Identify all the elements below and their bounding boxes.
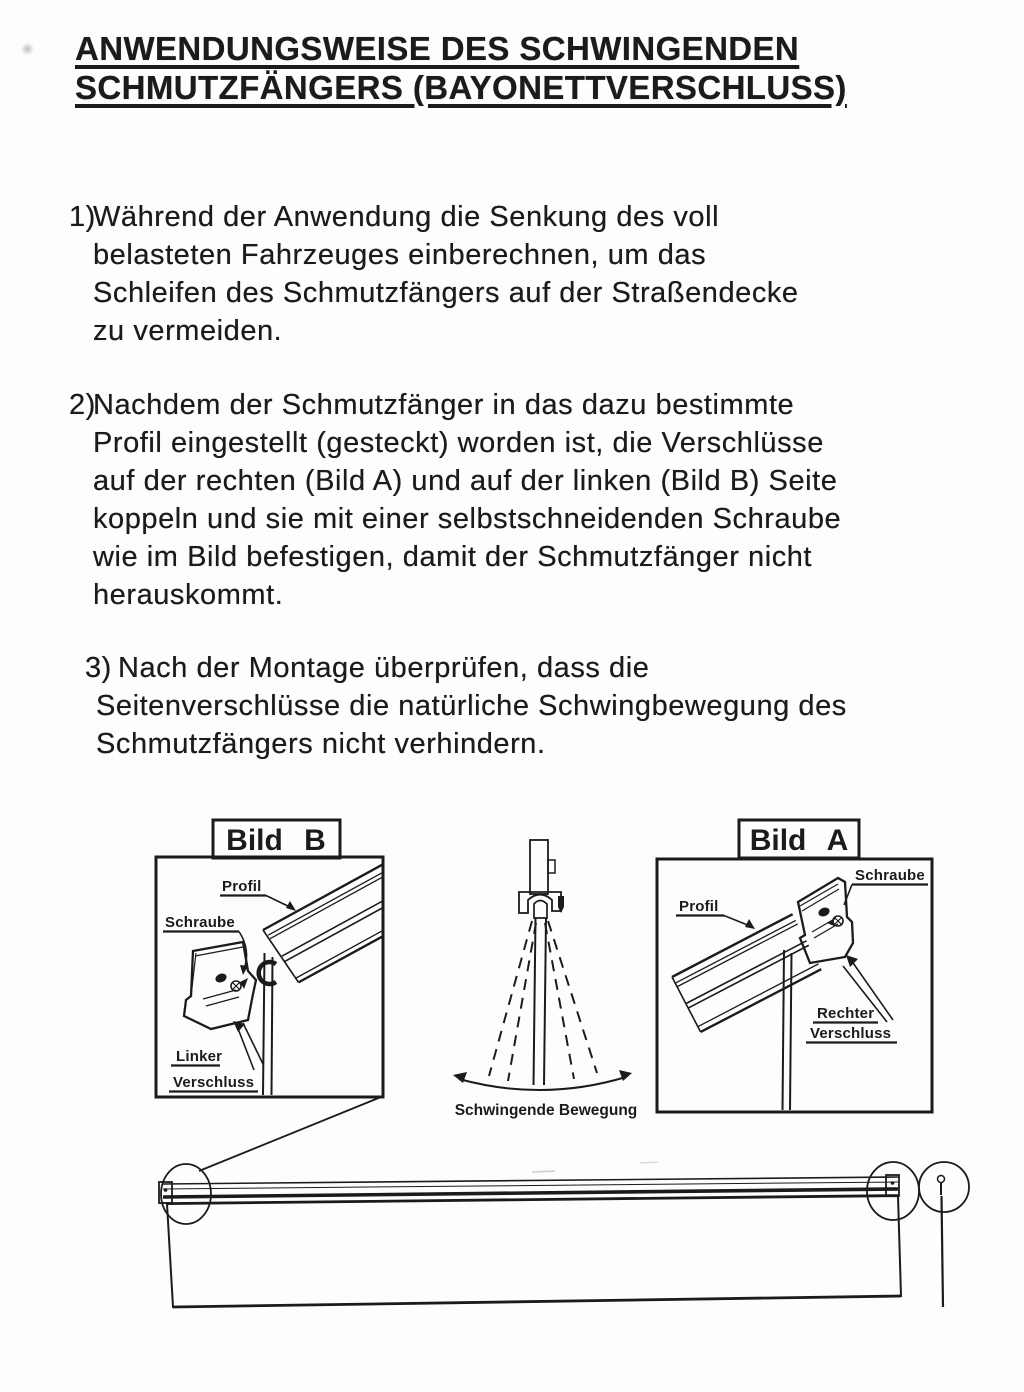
paragraph-line: auf der rechten (Bild A) und auf der linken (Bild B) Seite (93, 465, 838, 497)
figures-illustration (0, 800, 1024, 1392)
instruction-paragraph-2 (0, 386, 1000, 614)
label-profil-a: Profil (679, 898, 719, 915)
flap-pivot-bulb (534, 901, 547, 919)
paragraph-line: Nachdem der Schmutzfänger in das dazu bestimmte (93, 389, 795, 421)
paragraph-number: 1) (69, 201, 96, 233)
hanging-flap (534, 918, 547, 1085)
paragraph-line: belasteten Fahrzeuges einberechnen, um das (93, 239, 707, 271)
scan-artifact (640, 1162, 658, 1163)
bild-b-title: Bild B (226, 824, 326, 857)
bild-a-flap-strip (783, 950, 792, 1110)
overview-profile-rail (159, 1175, 899, 1203)
paragraph-number: 3) (85, 652, 112, 684)
paragraph-line: koppeln und sie mit einer selbstschneidenden Schraube (93, 503, 842, 535)
screw-icon (231, 978, 248, 991)
instruction-paragraph-1 (0, 198, 1000, 350)
bild-a-panel-frame (657, 859, 932, 1112)
paragraph-line: herauskommt. (93, 579, 284, 611)
bild-b-left-lock (184, 942, 256, 1029)
paragraph-line: Nach der Montage überprüfen, dass die (118, 652, 650, 684)
screw-icon (938, 1176, 945, 1196)
paragraph-line: zu vermeiden. (93, 315, 283, 347)
mudflap-body (167, 1196, 901, 1307)
label-verschluss-b: Verschluss (173, 1074, 255, 1091)
screw-detail-callout (919, 1162, 969, 1307)
lock-hole (214, 972, 228, 984)
label-verschluss-a: Verschluss (810, 1025, 892, 1042)
paragraph-line: Schleifen des Schmutzfängers auf der Straßendecke (93, 277, 799, 309)
left-callout-circle (161, 1164, 211, 1224)
lock-hole (817, 906, 831, 918)
label-rechter: Rechter (817, 1005, 875, 1022)
bild-a-right-lock (798, 878, 853, 963)
swing-arc-arrow (453, 1070, 632, 1090)
bild-b-labels (163, 820, 340, 1092)
label-profil-b: Profil (222, 878, 262, 895)
mudflap-overview (159, 1097, 969, 1307)
paragraph-number: 2) (69, 389, 96, 421)
paragraph-line: Schmutzfängers nicht verhindern. (96, 728, 546, 760)
label-linker: Linker (176, 1048, 223, 1065)
mount-cross-section (519, 840, 564, 918)
scan-artifact (532, 1171, 555, 1172)
paragraph-line: wie im Bild befestigen, damit der Schmutzfänger nicht (93, 541, 813, 573)
bild-a-profile-rail (672, 914, 821, 1032)
paragraph-line: Seitenverschlüsse die natürliche Schwingbewegung des (96, 690, 847, 722)
label-schraube-b: Schraube (165, 914, 235, 931)
right-end-lock (886, 1175, 899, 1196)
bild-a-labels (676, 820, 928, 1043)
paragraph-line: Profil eingestellt (gesteckt) worden ist, die Verschlüsse (93, 427, 824, 459)
document-title-line2: SCHMUTZFÄNGERS (BAYONETTVERSCHLUSS) (75, 69, 847, 106)
figure-swinging-motion (453, 840, 637, 1119)
document-title-line1: ANWENDUNGSWEISE DES SCHWINGENDEN (75, 30, 800, 67)
figure-bild-a (657, 820, 932, 1112)
label-schraube-a: Schraube (855, 867, 925, 884)
paragraph-line: Während der Anwendung die Senkung des voll (93, 201, 720, 233)
scan-smudge (21, 42, 34, 56)
bild-b-flap-strip (263, 953, 273, 1095)
screw-icon (827, 916, 843, 926)
document-title (75, 29, 847, 107)
bild-b-profile-rail (259, 862, 418, 985)
swing-position-dashed-lines (489, 921, 597, 1081)
instruction-paragraph-3 (0, 649, 1000, 763)
swing-caption: Schwingende Bewegung (454, 1102, 638, 1119)
bild-a-title: Bild A (749, 824, 849, 857)
callout-leader-line (199, 1097, 381, 1171)
figure-bild-b (156, 820, 418, 1097)
